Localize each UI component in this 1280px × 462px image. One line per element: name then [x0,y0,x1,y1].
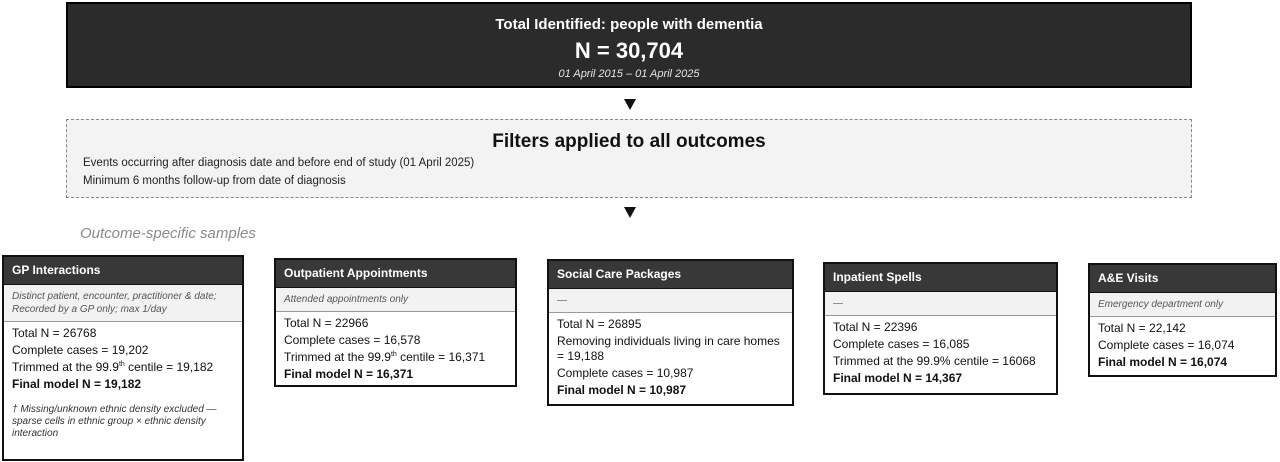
filters-title: Filters applied to all outcomes [492,131,766,152]
total-n: Total N = 22,142 [1098,321,1186,335]
total-n: Total N = 22966 [284,316,369,330]
card-subtitle: Distinct patient, encounter, practitioner & date; Recorded by a GP only; max 1/day [4,285,242,322]
trim-superscript: th [118,361,125,368]
card-body [1090,317,1275,370]
trimmed-count [284,350,507,365]
footnote: † Missing/unknown ethnic density excluded — sparse cells in ethnic group × ethnic density interaction [12,404,217,439]
card-subtitle: Attended appointments only [276,288,515,312]
complete-cases: Complete cases = 16,085 [833,337,970,351]
card-title: GP Interactions [4,257,242,285]
trim-prefix: Trimmed at the 99.9 [284,350,391,364]
final-model-n: Final model N = 19,182 [12,377,142,391]
care-home-removal: Removing individuals living in care homes = 19,188 [557,334,780,363]
card-body [549,313,792,398]
final-model-n: Final model N = 16,074 [1098,355,1228,369]
final-model-n: Final model N = 10,987 [557,383,687,397]
trim-suffix: centile = 16,371 [396,350,486,364]
filter-criterion: Events occurring after diagnosis date and before end of study (01 April 2025) [83,157,475,169]
card-body [825,316,1056,386]
trim-prefix: Trimmed at the 99.9 [12,360,119,374]
trim-superscript: th [390,351,397,358]
population-title: Total Identified: people with dementia [495,16,763,33]
card-body [4,322,242,392]
complete-cases: Complete cases = 19,202 [12,343,149,357]
total-n: Total N = 26895 [557,317,642,331]
down-arrow-icon [624,99,636,110]
card-gp-interactions [2,255,244,461]
card-title: Social Care Packages [549,261,792,289]
filter-criterion: Minimum 6 months follow-up from date of diagnosis [83,175,346,187]
population-box [66,2,1192,88]
down-arrow-icon [624,207,636,218]
complete-cases: Complete cases = 10,987 [557,366,694,380]
filters-box [66,119,1192,198]
complete-cases: Complete cases = 16,074 [1098,338,1235,352]
section-label: Outcome-specific samples [80,225,256,242]
total-n: Total N = 22396 [833,320,918,334]
card-subtitle: Emergency department only [1090,293,1275,317]
card-inpatient-spells [823,262,1058,395]
study-period: 01 April 2015 – 01 April 2025 [558,68,700,80]
trimmed-count [12,360,234,375]
population-count: N = 30,704 [574,38,684,63]
complete-cases: Complete cases = 16,578 [284,333,421,347]
card-title: Inpatient Spells [825,264,1056,292]
trimmed-count: Trimmed at the 99.9% centile = 16068 [833,354,1036,368]
card-title: A&E Visits [1090,265,1275,293]
card-body [276,312,515,382]
card-title: Outpatient Appointments [276,260,515,288]
card-subtitle: — [825,292,1056,316]
final-model-n: Final model N = 14,367 [833,371,963,385]
card-ae-visits [1088,263,1277,377]
card-social-care-packages [547,259,794,406]
total-n: Total N = 26768 [12,326,97,340]
final-model-n: Final model N = 16,371 [284,367,414,381]
card-subtitle: — [549,289,792,313]
trim-suffix: centile = 19,182 [124,360,214,374]
card-outpatient-appointments [274,258,517,387]
